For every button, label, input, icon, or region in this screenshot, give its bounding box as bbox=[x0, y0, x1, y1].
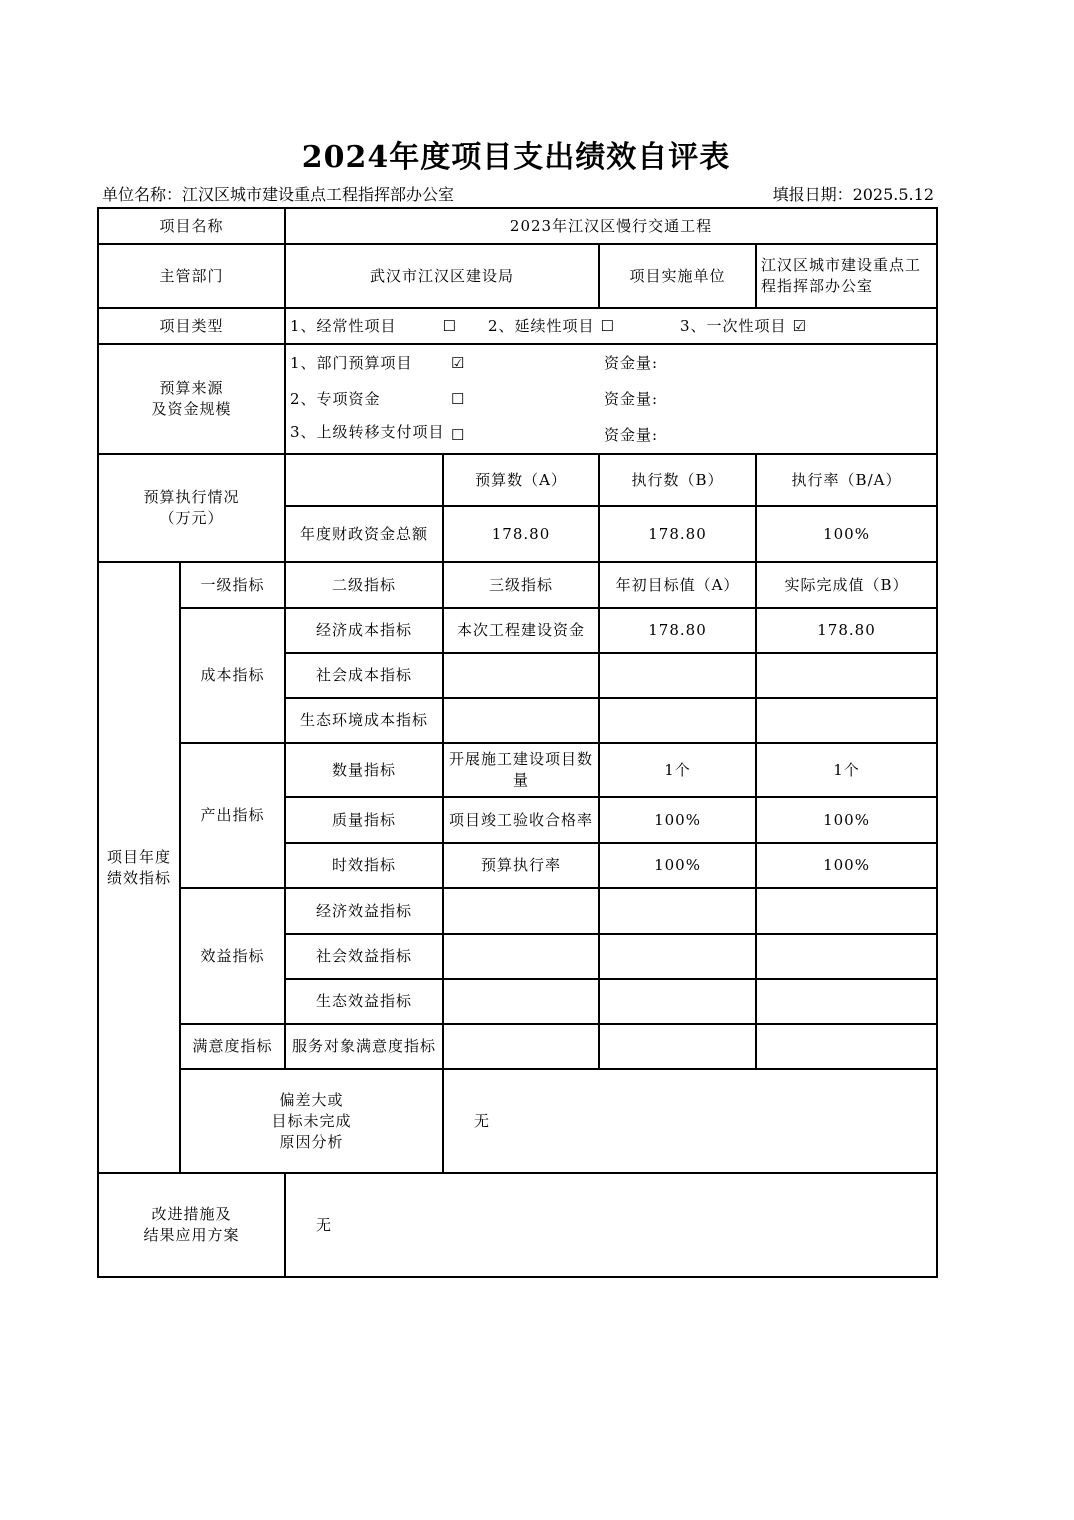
improvement-value: 无 bbox=[285, 1173, 937, 1277]
unit-name: 单位名称：江汉区城市建设重点工程指挥部办公室 bbox=[102, 185, 455, 204]
indicator-level2: 生态环境成本指标 bbox=[285, 698, 443, 743]
indicator-level1: 满意度指标 bbox=[180, 1024, 285, 1069]
indicator-target: 178.80 bbox=[599, 608, 756, 653]
indicator-target bbox=[599, 653, 756, 698]
indicator-actual: 100% bbox=[756, 843, 937, 888]
indicator-level2: 社会效益指标 bbox=[285, 934, 443, 979]
execution-budget-value: 178.80 bbox=[443, 506, 599, 562]
indicator-header-target: 年初目标值（A） bbox=[599, 562, 756, 608]
indicator-level3 bbox=[443, 1024, 599, 1069]
project-type-label: 项目类型 bbox=[98, 308, 285, 344]
deviation-label: 偏差大或 目标未完成 原因分析 bbox=[180, 1069, 443, 1173]
indicator-actual: 178.80 bbox=[756, 608, 937, 653]
indicator-target bbox=[599, 1024, 756, 1069]
indicator-level2: 数量指标 bbox=[285, 743, 443, 797]
project-type-options bbox=[285, 308, 937, 344]
indicator-target bbox=[599, 934, 756, 979]
row-improvement bbox=[98, 1173, 937, 1277]
indicator-level2: 服务对象满意度指标 bbox=[285, 1024, 443, 1069]
indicator-level2: 时效指标 bbox=[285, 843, 443, 888]
indicator-level3 bbox=[443, 888, 599, 934]
indicator-level2: 经济成本指标 bbox=[285, 608, 443, 653]
budget-source-options bbox=[285, 344, 937, 454]
fill-date: 填报日期：2025.5.12 bbox=[772, 185, 934, 204]
dept-value: 武汉市江汉区建设局 bbox=[285, 244, 599, 308]
checkbox-icon: ☐ bbox=[451, 426, 466, 444]
type-option-1: 1、经常性项目 ☐ bbox=[290, 316, 458, 335]
indicator-header-level3: 三级指标 bbox=[443, 562, 599, 608]
execution-header-rate: 执行率（B/A） bbox=[756, 454, 937, 506]
indicator-level3: 本次工程建设资金 bbox=[443, 608, 599, 653]
indicator-target: 100% bbox=[599, 843, 756, 888]
checked-checkbox-icon: ☑ bbox=[451, 354, 466, 372]
type-option-3: 3、一次性项目 ☑ bbox=[680, 316, 808, 335]
indicator-header-actual: 实际完成值（B） bbox=[756, 562, 937, 608]
execution-rate-value: 100% bbox=[756, 506, 937, 562]
row-execution-header bbox=[98, 454, 937, 506]
page-title: 2024年度项目支出绩效自评表 bbox=[301, 140, 731, 175]
indicator-actual bbox=[756, 698, 937, 743]
execution-header-executed: 执行数（B） bbox=[599, 454, 756, 506]
indicator-actual: 100% bbox=[756, 797, 937, 843]
row-deviation bbox=[98, 1069, 937, 1173]
indicator-level2: 社会成本指标 bbox=[285, 653, 443, 698]
indicator-level2: 生态效益指标 bbox=[285, 979, 443, 1024]
row-project-name bbox=[98, 208, 937, 244]
row-indicator-header bbox=[98, 562, 937, 608]
checked-checkbox-icon: ☑ bbox=[792, 316, 808, 335]
source-row-3: 3、上级转移支付项目 ☐ 资金量: bbox=[286, 417, 936, 453]
execution-label: 预算执行情况 （万元） bbox=[98, 454, 285, 562]
indicator-actual bbox=[756, 979, 937, 1024]
indicator-level3: 预算执行率 bbox=[443, 843, 599, 888]
project-name-value: 2023年江汉区慢行交通工程 bbox=[285, 208, 937, 244]
row-department bbox=[98, 244, 937, 308]
row-project-type bbox=[98, 308, 937, 344]
type-option-2: 2、延续性项目 ☐ bbox=[488, 316, 616, 335]
indicator-level2: 经济效益指标 bbox=[285, 888, 443, 934]
evaluation-table bbox=[97, 207, 938, 1278]
row-budget-source bbox=[98, 344, 937, 454]
indicator-section-label: 项目年度 绩效指标 bbox=[98, 562, 180, 1173]
table-row bbox=[98, 1024, 937, 1069]
indicator-level3: 开展施工建设项目数量 bbox=[443, 743, 599, 797]
budget-source-label: 预算来源 及资金规模 bbox=[98, 344, 285, 454]
checkbox-icon: ☐ bbox=[600, 316, 616, 335]
indicator-target: 1个 bbox=[599, 743, 756, 797]
table-row bbox=[98, 608, 937, 653]
indicator-level3: 项目竣工验收合格率 bbox=[443, 797, 599, 843]
impl-unit-value: 江汉区城市建设重点工程指挥部办公室 bbox=[756, 244, 937, 308]
execution-blank bbox=[285, 454, 443, 506]
indicator-target bbox=[599, 698, 756, 743]
project-name-label: 项目名称 bbox=[98, 208, 285, 244]
indicator-actual bbox=[756, 1024, 937, 1069]
indicator-header-level1: 一级指标 bbox=[180, 562, 285, 608]
source-row-2: 2、专项资金 ☐ 资金量: bbox=[286, 381, 936, 417]
indicator-level3 bbox=[443, 979, 599, 1024]
execution-executed-value: 178.80 bbox=[599, 506, 756, 562]
indicator-target bbox=[599, 888, 756, 934]
source-row-1: 1、部门预算项目 ☑ 资金量: bbox=[286, 345, 936, 381]
indicator-actual bbox=[756, 888, 937, 934]
execution-header-budget: 预算数（A） bbox=[443, 454, 599, 506]
table-row bbox=[98, 743, 937, 797]
indicator-level1: 效益指标 bbox=[180, 888, 285, 1024]
indicator-actual: 1个 bbox=[756, 743, 937, 797]
indicator-target: 100% bbox=[599, 797, 756, 843]
checkbox-icon: ☐ bbox=[451, 390, 466, 408]
indicator-level3 bbox=[443, 653, 599, 698]
indicator-header-level2: 二级指标 bbox=[285, 562, 443, 608]
indicator-level1: 产出指标 bbox=[180, 743, 285, 888]
indicator-actual bbox=[756, 653, 937, 698]
impl-unit-label: 项目实施单位 bbox=[599, 244, 756, 308]
table-row bbox=[98, 888, 937, 934]
indicator-level3 bbox=[443, 698, 599, 743]
indicator-level3 bbox=[443, 934, 599, 979]
indicator-level2: 质量指标 bbox=[285, 797, 443, 843]
indicator-level1: 成本指标 bbox=[180, 608, 285, 743]
indicator-target bbox=[599, 979, 756, 1024]
execution-row-label: 年度财政资金总额 bbox=[285, 506, 443, 562]
checkbox-icon: ☐ bbox=[442, 316, 458, 335]
improvement-label: 改进措施及 结果应用方案 bbox=[98, 1173, 285, 1277]
indicator-actual bbox=[756, 934, 937, 979]
dept-label: 主管部门 bbox=[98, 244, 285, 308]
deviation-value: 无 bbox=[443, 1069, 937, 1173]
